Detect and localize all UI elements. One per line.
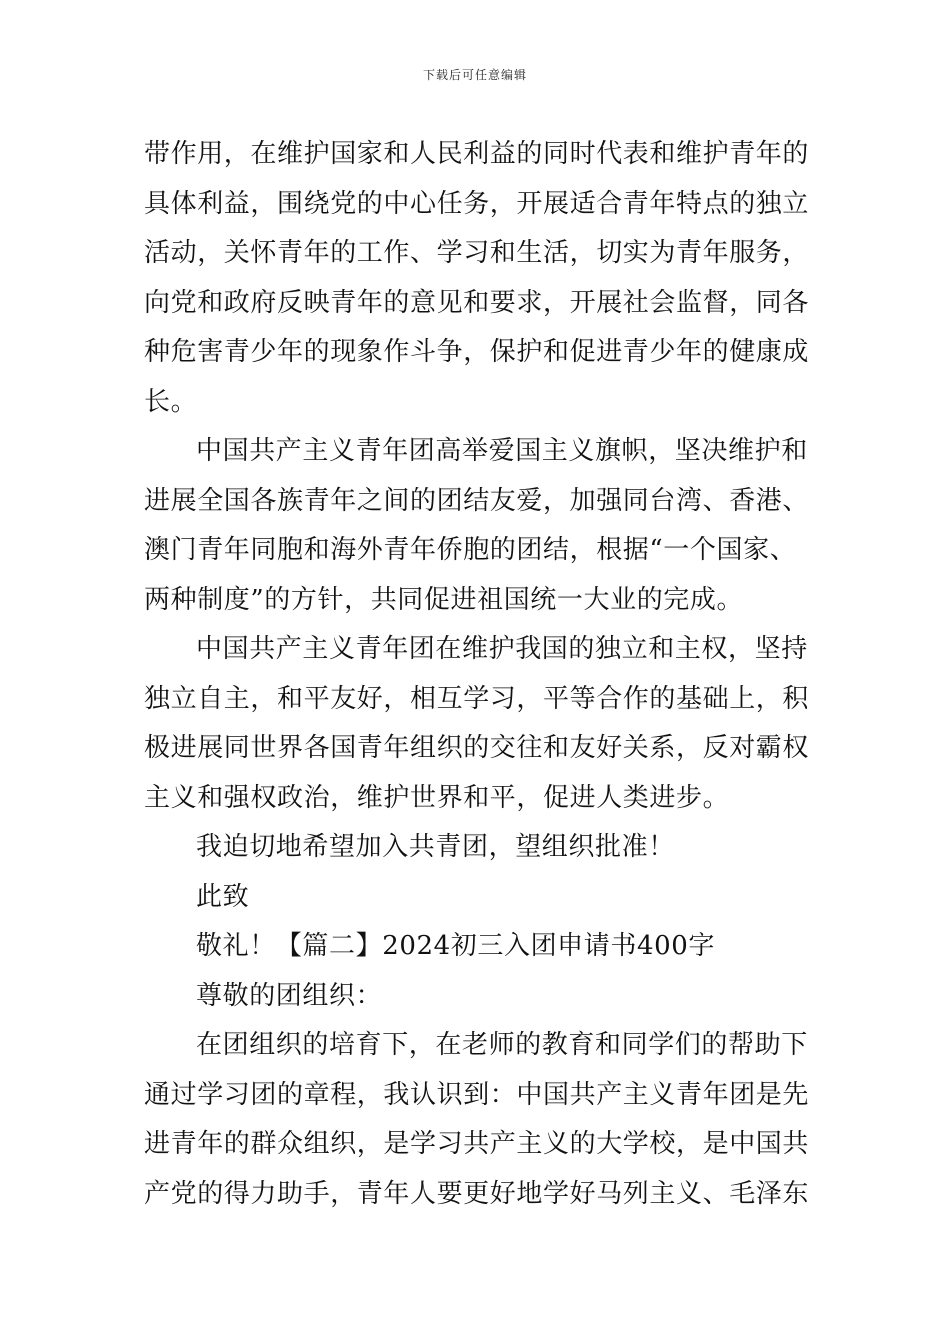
text-line: 进展全国各族青年之间的团结友爱，加强同台湾、香港、 — [144, 485, 810, 516]
text-line: 我迫切地希望加入共青团，望组织批准！ — [196, 832, 675, 862]
text-line: 敬礼！【篇二】2024初三入团申请书400字 — [196, 931, 715, 961]
text-line: 中国共产主义青年团在维护我国的独立和主权，坚持 — [196, 634, 808, 664]
text-line: 种危害青少年的现象作斗争，保护和促进青少年的健康成 — [144, 337, 810, 367]
text-line: 具体利益，围绕党的中心任务，开展适合青年特点的独立 — [144, 188, 810, 219]
text-line: 中国共产主义青年团高举爱国主义旗帜，坚决维护和 — [196, 436, 808, 466]
text-line: 带作用，在维护国家和人民利益的同时代表和维护青年的 — [144, 139, 810, 169]
text-line: 通过学习团的章程，我认识到：中国共产主义青年团是先 — [144, 1079, 810, 1110]
text-line: 此致 — [196, 881, 250, 912]
text-line: 产党的得力助手，青年人要更好地学好马列主义、毛泽东 — [144, 1178, 810, 1209]
text-line: 向党和政府反映青年的意见和要求，开展社会监督，同各 — [144, 287, 810, 318]
text-line: 长。 — [144, 386, 198, 417]
text-line: 尊敬的团组织： — [196, 980, 383, 1011]
text-line: 澳门青年同胞和海外青年侨胞的团结，根据“一个国家、 — [144, 535, 797, 565]
document-body — [144, 130, 808, 1219]
text-line: 在团组织的培育下，在老师的教育和同学们的帮助下 — [196, 1030, 808, 1060]
text-line: 主义和强权政治，维护世界和平，促进人类进步。 — [144, 782, 730, 813]
text-line: 独立自主，和平友好，相互学习，平等合作的基础上，积 — [144, 683, 810, 714]
text-line: 极进展同世界各国青年组织的交往和友好关系，反对霸权 — [144, 733, 810, 763]
text-line: 活动，关怀青年的工作、学习和生活，切实为青年服务， — [144, 238, 810, 268]
text-line: 进青年的群众组织，是学习共产主义的大学校，是中国共 — [144, 1129, 810, 1159]
text-line: 两种制度”的方针，共同促进祖国统一大业的完成。 — [144, 584, 744, 615]
page-header-note: 下载后可任意编辑 — [422, 68, 527, 82]
